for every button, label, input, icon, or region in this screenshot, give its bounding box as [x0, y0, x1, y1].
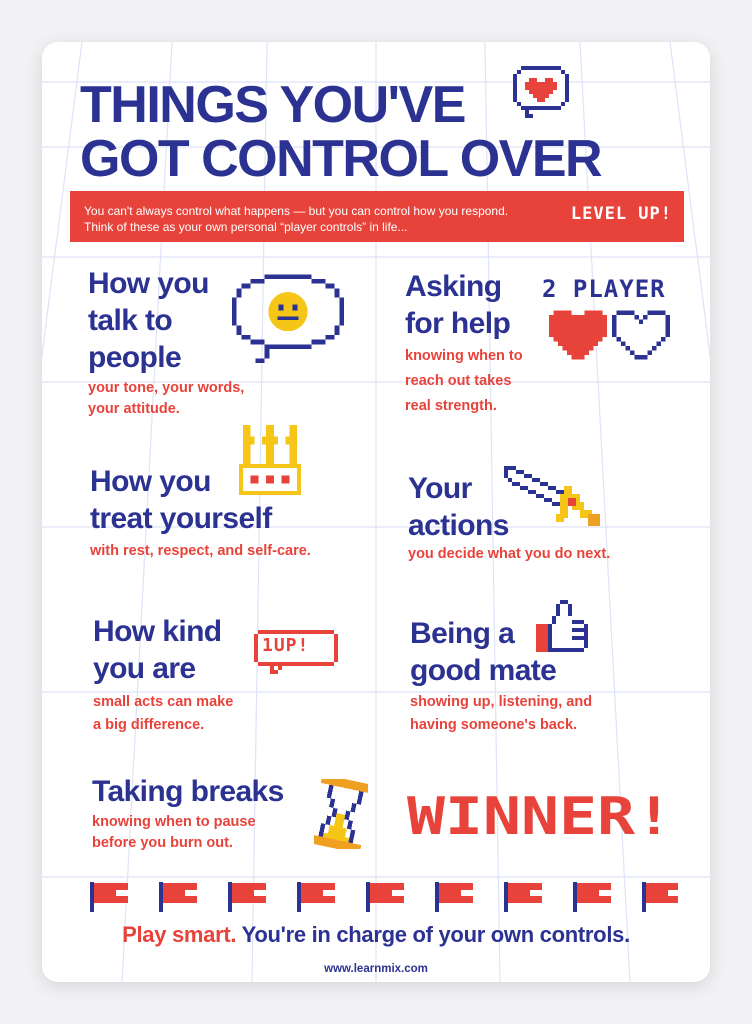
subtext-line: small acts can make [93, 694, 234, 710]
item-subtext [88, 378, 244, 420]
outline-heart-icon [612, 310, 670, 360]
crown-icon [238, 425, 302, 495]
heading-line: you are [93, 652, 196, 685]
heading-line: How you [90, 465, 211, 498]
website-link[interactable]: www.learnmix.com [324, 963, 428, 975]
sword-icon [504, 466, 616, 530]
heading-line: How you [88, 267, 209, 300]
filled-heart-icon [549, 310, 607, 360]
smiley-speech-bubble-icon [232, 274, 344, 368]
banner-line-1: You can't always control what happens — but you can control how you respond. [84, 204, 509, 218]
item-talk-to-people [88, 265, 244, 420]
flag-icon [573, 882, 611, 912]
subtext-line: before you burn out. [92, 835, 233, 851]
thumbs-up-icon [536, 600, 588, 652]
intro-banner [70, 191, 684, 242]
flag-icon [435, 882, 473, 912]
item-asking-for-help [405, 268, 523, 419]
subtext-line: with rest, respect, and self-care. [90, 543, 311, 559]
one-up-badge: 1UP! [262, 635, 310, 656]
heading-line: people [88, 341, 182, 374]
heading-line: for help [405, 307, 511, 340]
flag-icon [159, 882, 197, 912]
flag-icon [90, 882, 128, 912]
item-heading [405, 268, 523, 342]
winner-label: WINNER! [407, 790, 673, 842]
subtext-line: showing up, listening, and [410, 694, 593, 710]
flag-icon [642, 882, 678, 912]
footer-highlight: Play smart. [122, 922, 237, 947]
flag-icon [366, 882, 404, 912]
subtext-line: your tone, your words, [88, 380, 245, 396]
level-up-badge: LEVEL UP! [570, 204, 672, 224]
title-line-1: THINGS YOU'VE [80, 76, 465, 134]
item-heading [93, 613, 233, 687]
winner-text [407, 790, 679, 842]
heading-line: Asking [405, 270, 502, 303]
item-heading [88, 265, 244, 376]
heading-line: actions [408, 509, 509, 542]
subtext-line: a big difference. [93, 717, 205, 733]
item-subtext [410, 691, 592, 737]
item-subtext [93, 691, 233, 737]
subtext-line: real strength. [405, 398, 497, 414]
flag-icon [297, 882, 335, 912]
heart-speech-bubble-icon [512, 66, 570, 122]
item-how-kind [93, 613, 233, 737]
subtext-line: reach out takes [405, 373, 512, 389]
banner-line-2: Think of these as your own personal “player controls” in life... [84, 220, 408, 234]
heading-line: good mate [410, 654, 557, 687]
item-subtext [405, 344, 523, 419]
item-subtext [92, 812, 284, 854]
heading-line: Your [408, 472, 472, 505]
one-up-speech-bubble [254, 630, 338, 678]
heading-line: Being a [410, 617, 515, 650]
item-taking-breaks [92, 773, 284, 854]
subtext-line: your attitude. [88, 401, 180, 417]
footer-tagline [42, 922, 710, 948]
poster [42, 42, 710, 982]
heading-line: Taking breaks [92, 775, 284, 808]
heading-line: treat yourself [90, 502, 272, 535]
title-line-2: GOT CONTROL OVER [80, 130, 602, 188]
two-player-badge: 2 PLAYER [542, 275, 666, 303]
hourglass-icon [314, 779, 368, 849]
item-subtext [90, 541, 311, 562]
subtext-line: knowing when to pause [92, 814, 256, 830]
heading-line: talk to [88, 304, 173, 337]
flag-icon [504, 882, 542, 912]
flag-icon [228, 882, 266, 912]
item-heading [92, 773, 284, 810]
item-subtext [408, 544, 610, 565]
banner-text [84, 203, 574, 235]
subtext-line: having someone's back. [410, 717, 578, 733]
subtext-line: you decide what you do next. [408, 546, 611, 562]
heading-line: How kind [93, 615, 222, 648]
footer-rest: You're in charge of your own controls. [241, 922, 630, 947]
flags-row [88, 882, 678, 912]
subtext-line: knowing when to [405, 348, 523, 364]
